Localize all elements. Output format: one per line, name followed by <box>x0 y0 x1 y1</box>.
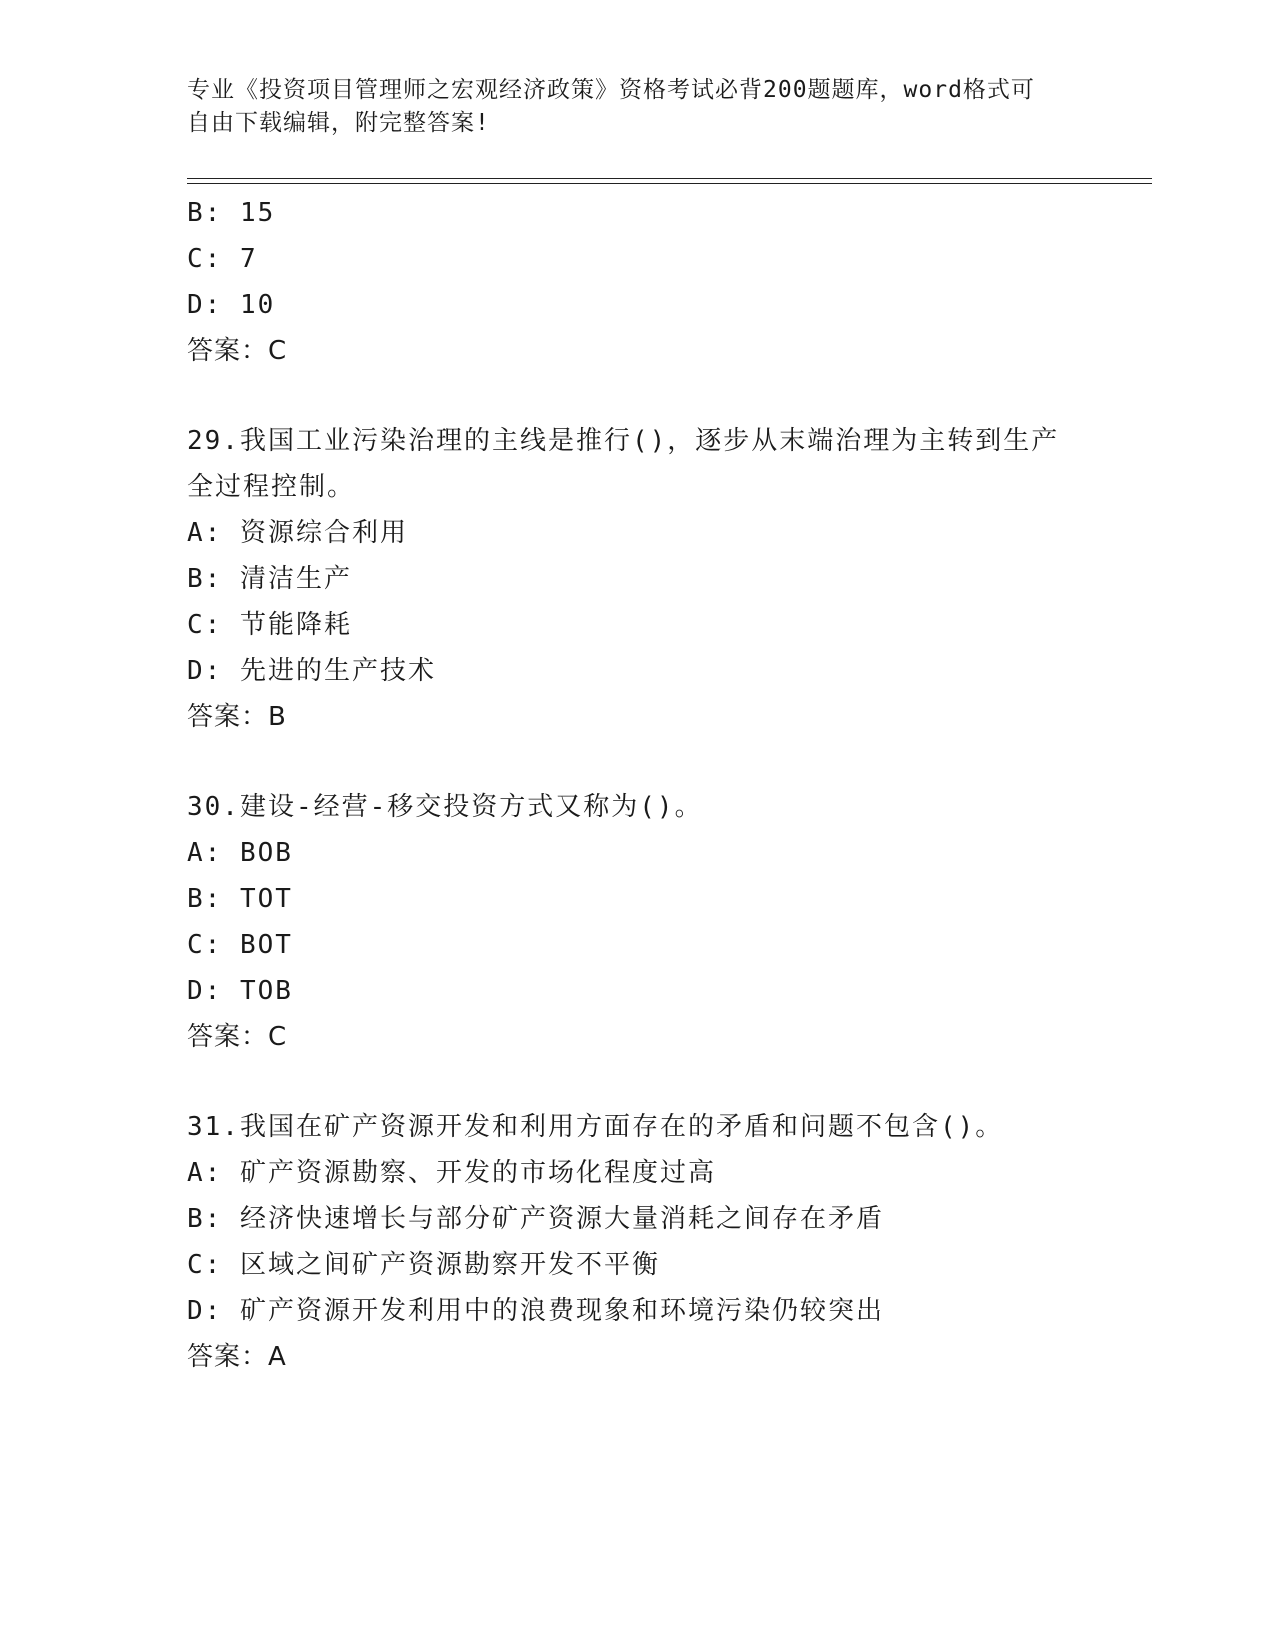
document-body <box>187 190 1087 1380</box>
question-29 <box>187 418 1087 740</box>
option-c: C: 区域之间矿产资源勘察开发不平衡 <box>187 1250 660 1280</box>
answer-line: 答案：A <box>187 1342 287 1372</box>
option-d: D: TOB <box>187 976 293 1006</box>
option-b: B: TOT <box>187 884 293 914</box>
option-d: D: 矿产资源开发利用中的浪费现象和环境污染仍较突出 <box>187 1296 884 1326</box>
option-a: A: 资源综合利用 <box>187 518 408 548</box>
question-30 <box>187 784 1087 1060</box>
header-divider-bottom <box>187 183 1152 184</box>
question-stem: 29.我国工业污染治理的主线是推行()，逐步从末端治理为主转到生产 全过程控制。 <box>187 426 1060 502</box>
option-a: A: BOB <box>187 838 293 868</box>
answer-line: 答案：B <box>187 702 287 732</box>
answer-line: 答案：C <box>187 1022 288 1052</box>
answer-line: 答案：C <box>187 336 288 366</box>
option-b: B: 15 <box>187 198 276 228</box>
header-divider-top <box>187 178 1152 179</box>
option-b: B: 清洁生产 <box>187 564 352 594</box>
question-stem: 30.建设-经营-移交投资方式又称为()。 <box>187 792 703 822</box>
prev-question-tail <box>187 190 1087 374</box>
option-c: C: BOT <box>187 930 293 960</box>
question-stem: 31.我国在矿产资源开发和利用方面存在的矛盾和问题不包含()。 <box>187 1112 1004 1142</box>
option-c: C: 节能降耗 <box>187 610 352 640</box>
document-header <box>187 74 1067 140</box>
option-b: B: 经济快速增长与部分矿产资源大量消耗之间存在矛盾 <box>187 1204 884 1234</box>
option-c: C: 7 <box>187 244 258 274</box>
option-d: D: 先进的生产技术 <box>187 656 436 686</box>
option-d: D: 10 <box>187 290 276 320</box>
question-31 <box>187 1104 1087 1380</box>
header-title-line-2: 自由下载编辑，附完整答案! <box>187 110 490 136</box>
option-a: A: 矿产资源勘察、开发的市场化程度过高 <box>187 1158 716 1188</box>
header-title-line-1: 专业《投资项目管理师之宏观经济政策》资格考试必背200题题库，word格式可 <box>187 77 1035 103</box>
